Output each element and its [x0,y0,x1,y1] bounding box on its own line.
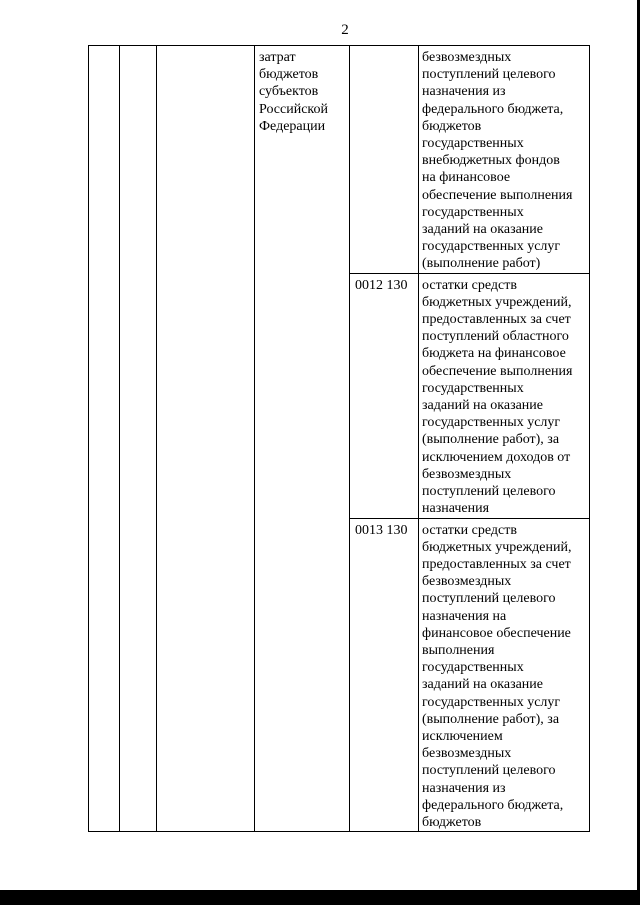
description-cell [419,273,590,518]
name-line: Федерации [259,118,326,134]
description-line: (выполнение работ), за [422,432,560,448]
description-line: бюджетов [422,118,482,134]
description-line: заданий на оказание [422,677,544,693]
description-line: государственных услуг [422,239,561,255]
name-line: бюджетов [259,67,319,83]
code-cell: 0012 130 [350,273,419,518]
description-line: поступлений областного [422,329,569,345]
description-line: государственных [422,380,524,396]
description-line: поступлений целевого [422,67,556,83]
description-line: обеспечение выполнения [422,187,573,203]
description-line: предоставленных за счет [422,312,571,328]
description-cell [419,46,590,274]
description-line: исключением [422,729,503,745]
description-line: остатки средств [422,277,517,293]
description-line: безвозмездных [422,466,512,482]
description-line: остатки средств [422,522,517,538]
description-line: (выполнение работ), за [422,711,560,727]
name-line: Российской [259,101,328,117]
description-line: государственных [422,660,524,676]
description-line: поступлений целевого [422,484,556,500]
code-cell: 0013 130 [350,518,419,832]
description-line: бюджета на финансовое [422,346,566,362]
name-cell-continued [255,46,350,832]
code-cell [350,46,419,274]
description-line: поступлений целевого [422,763,556,779]
name-line: субъектов [259,84,319,100]
description-line: финансовое обеспечение [422,625,571,641]
description-line: безвозмездных [422,50,512,65]
description-line: назначения [422,501,490,517]
description-line: обеспечение выполнения [422,363,573,379]
description-line: выполнения [422,643,495,659]
description-line: заданий на оказание [422,398,544,414]
description-line: назначения на [422,608,507,624]
description-line: предоставленных за счет [422,557,571,573]
description-line: бюджетных учреждений, [422,294,572,310]
description-line: назначения из [422,780,506,796]
description-line: государственных [422,136,524,152]
description-line: поступлений целевого [422,591,556,607]
description-cell [419,518,590,832]
description-line: на финансовое [422,170,511,186]
description-line: бюджетов [422,815,482,831]
description-line: безвозмездных [422,746,512,762]
description-line: безвозмездных [422,574,512,590]
empty-cell-col-3 [157,46,255,832]
classification-table [88,45,590,832]
description-line: государственных [422,204,524,220]
description-line: исключением доходов от [422,449,571,465]
description-line: заданий на оказание [422,222,544,238]
empty-cell-col-2 [120,46,157,832]
description-line: федерального бюджета, [422,797,564,813]
description-line: бюджетных учреждений, [422,539,572,555]
table-row [89,46,590,274]
description-line: федерального бюджета, [422,101,564,117]
name-line: затрат [259,50,296,65]
description-line: государственных услуг [422,415,561,431]
description-line: государственных услуг [422,694,561,710]
page-number: 2 [341,22,349,38]
description-line: внебюджетных фондов [422,153,560,169]
empty-cell-col-1 [89,46,120,832]
description-line: (выполнение работ) [422,256,541,272]
description-line: назначения из [422,84,506,100]
